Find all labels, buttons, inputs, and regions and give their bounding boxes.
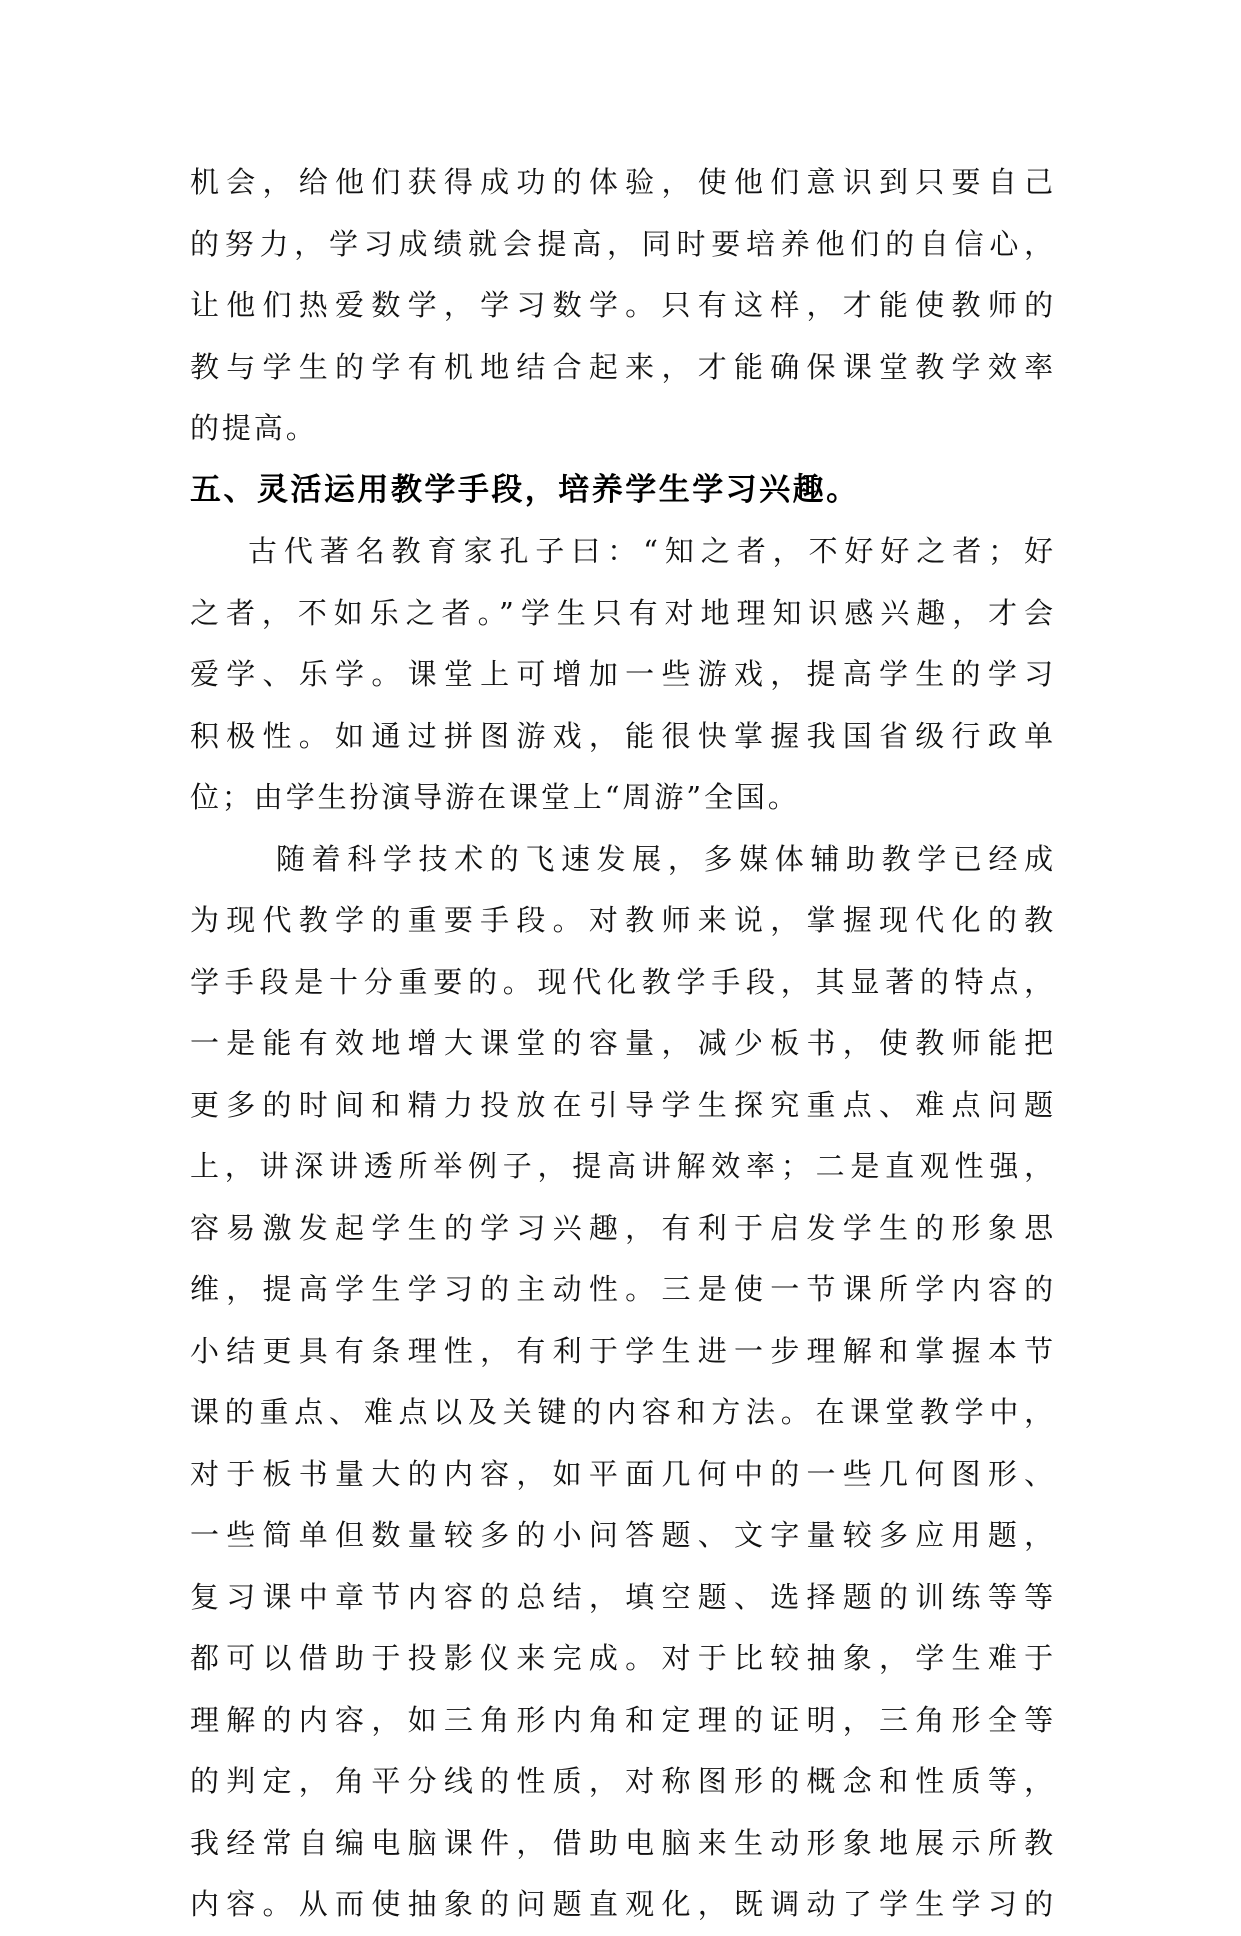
text-line: 位；由学生扮演导游在课堂上“周游”全国。 bbox=[190, 780, 800, 814]
text-line: 我经常自编电脑课件，借助电脑来生动形象地展示所教 bbox=[190, 1825, 1056, 1860]
text-line: 之者，不如乐之者。”学生只有对地理知识感兴趣，才会 bbox=[190, 595, 1056, 630]
text-line: 的判定，角平分线的性质，对称图形的概念和性质等， bbox=[190, 1764, 1056, 1798]
text-line: 对于板书量大的内容，如平面几何中的一些几何图形、 bbox=[190, 1456, 1056, 1491]
text-line: 更多的时间和精力投放在引导学生探究重点、难点问题 bbox=[190, 1087, 1056, 1122]
document-page bbox=[190, 152, 1056, 1936]
text-line: 让他们热爱数学，学习数学。只有这样，才能使教师的 bbox=[190, 288, 1056, 322]
text-line: 的努力，学习成绩就会提高，同时要培养他们的自信心， bbox=[190, 226, 1056, 261]
paragraph-multimedia bbox=[190, 829, 1056, 1936]
text-line: 教与学生的学有机地结合起来，才能确保课堂教学效率 bbox=[190, 349, 1056, 384]
text-line: 都可以借助于投影仪来完成。对于比较抽象，学生难于 bbox=[190, 1641, 1056, 1675]
text-line: 小结更具有条理性，有利于学生进一步理解和掌握本节 bbox=[190, 1333, 1056, 1368]
text-line: 一是能有效地增大课堂的容量，减少板书，使教师能把 bbox=[190, 1026, 1056, 1060]
text-line: 的提高。 bbox=[190, 411, 318, 445]
text-line: 古代著名教育家孔子曰：“知之者，不好好之者；好 bbox=[248, 534, 1056, 568]
section-heading: 五、灵活运用教学手段，培养学生学习兴趣。 bbox=[190, 471, 860, 508]
text-line: 复习课中章节内容的总结，填空题、选择题的训练等等 bbox=[190, 1579, 1056, 1614]
text-line: 积极性。如通过拼图游戏，能很快掌握我国省级行政单 bbox=[190, 718, 1056, 753]
text-line: 容易激发起学生的学习兴趣，有利于启发学生的形象思 bbox=[190, 1210, 1056, 1245]
text-line: 爱学、乐学。课堂上可增加一些游戏，提高学生的学习 bbox=[190, 657, 1056, 691]
text-line: 机会，给他们获得成功的体验，使他们意识到只要自己 bbox=[190, 165, 1056, 199]
text-line: 随着科学技术的飞速发展，多媒体辅助教学已经成 bbox=[276, 841, 1056, 876]
text-line: 学手段是十分重要的。现代化教学手段，其显著的特点， bbox=[190, 964, 1056, 999]
paragraph-confucius bbox=[190, 521, 1056, 829]
text-line: 课的重点、难点以及关键的内容和方法。在课堂教学中， bbox=[190, 1395, 1056, 1429]
paragraph-continued bbox=[190, 152, 1056, 460]
text-line: 为现代教学的重要手段。对教师来说，掌握现代化的教 bbox=[190, 903, 1056, 937]
text-line: 内容。从而使抽象的问题直观化，既调动了学生学习的 bbox=[190, 1887, 1056, 1921]
text-line: 上，讲深讲透所举例子，提高讲解效率；二是直观性强， bbox=[190, 1149, 1056, 1183]
text-line: 理解的内容，如三角形内角和定理的证明，三角形全等 bbox=[190, 1702, 1056, 1737]
text-line: 维，提高学生学习的主动性。三是使一节课所学内容的 bbox=[190, 1272, 1056, 1306]
text-line: 一些简单但数量较多的小问答题、文字量较多应用题， bbox=[190, 1518, 1056, 1552]
